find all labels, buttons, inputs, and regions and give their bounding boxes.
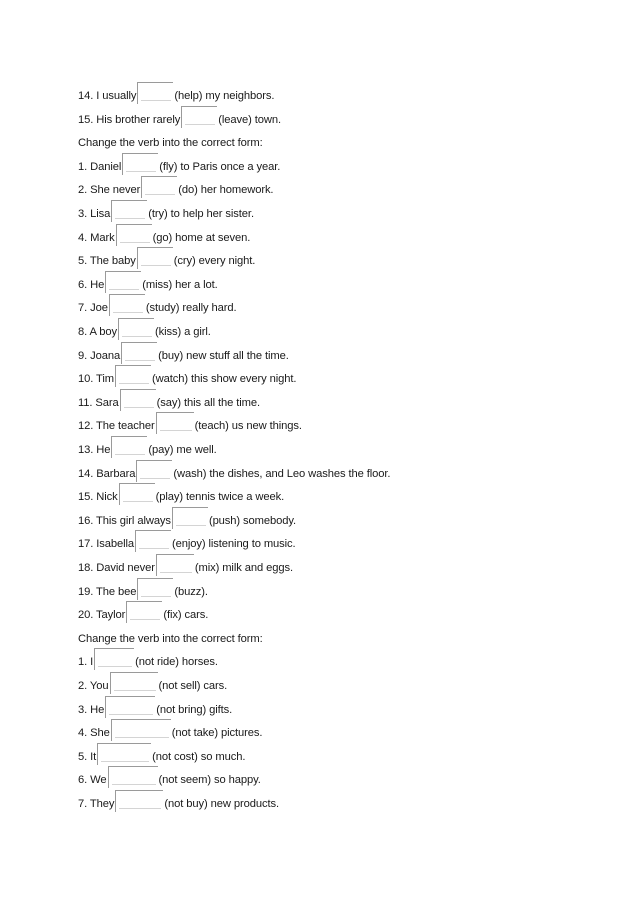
answer-input[interactable]	[115, 365, 151, 387]
item-verb-hint: (cry) every night.	[173, 255, 256, 268]
answer-input[interactable]	[116, 224, 152, 246]
answer-input[interactable]	[97, 743, 151, 765]
item-prompt: 5. It	[78, 750, 97, 763]
answer-input[interactable]	[119, 483, 155, 505]
item-prompt: 14. Barbara	[78, 467, 136, 480]
answer-input[interactable]	[156, 412, 194, 434]
item-verb-hint: (study) really hard.	[145, 302, 237, 315]
item-prompt: 18. David never	[78, 562, 155, 574]
item-verb-hint: (not seem) so happy.	[158, 774, 261, 787]
item-prompt: 14. I usually	[78, 90, 137, 102]
item-prompt: 1. I	[78, 656, 94, 669]
answer-input[interactable]	[120, 389, 156, 411]
item-verb-hint: (miss) her a lot.	[142, 278, 218, 291]
answer-input[interactable]	[108, 766, 158, 788]
answer-input[interactable]	[109, 294, 145, 316]
section-heading	[78, 623, 263, 647]
item-prompt: 4. She	[78, 727, 110, 740]
answer-input[interactable]	[135, 530, 171, 552]
exercise-item	[78, 340, 289, 364]
item-prompt: 7. They	[78, 798, 115, 810]
exercise-item	[78, 458, 390, 482]
item-prompt: 16. This girl always	[78, 514, 171, 527]
answer-input[interactable]	[156, 554, 194, 576]
item-prompt: 15. Nick	[78, 491, 118, 504]
item-verb-hint: (not sell) cars.	[158, 680, 228, 692]
exercise-item	[78, 717, 262, 741]
answer-input[interactable]	[141, 176, 177, 198]
item-prompt: 2. You	[78, 680, 109, 692]
item-verb-hint: (mix) milk and eggs.	[194, 562, 293, 574]
answer-input[interactable]	[105, 271, 141, 293]
answer-input[interactable]	[121, 342, 157, 364]
exercise-item	[78, 694, 232, 718]
exercise-item	[78, 292, 237, 316]
item-verb-hint: (teach) us new things.	[194, 420, 302, 433]
exercise-item	[78, 410, 302, 434]
answer-input[interactable]	[105, 696, 155, 718]
item-prompt: 17. Isabella	[78, 538, 135, 551]
exercise-item	[78, 741, 245, 765]
item-prompt: 10. Tim	[78, 373, 114, 386]
item-prompt: 6. He	[78, 278, 105, 291]
exercise-item	[78, 316, 211, 340]
exercise-item	[78, 764, 261, 788]
answer-input[interactable]	[94, 648, 134, 670]
item-verb-hint: (not cost) so much.	[152, 750, 246, 763]
exercise-item	[78, 599, 208, 623]
item-prompt: 5. The baby	[78, 255, 136, 268]
answer-input[interactable]	[181, 106, 217, 128]
answer-input[interactable]	[111, 436, 147, 458]
exercise-item	[78, 174, 273, 198]
exercise-item	[78, 788, 279, 812]
answer-input[interactable]	[122, 153, 158, 175]
item-verb-hint: (wash) the dishes, and Leo washes the floor.	[173, 467, 391, 480]
exercise-item	[78, 222, 250, 246]
answer-input[interactable]	[111, 719, 171, 741]
item-verb-hint: (enjoy) listening to music.	[172, 538, 296, 551]
item-verb-hint: (push) somebody.	[208, 514, 297, 527]
item-verb-hint: (go) home at seven.	[152, 231, 251, 244]
item-verb-hint: (kiss) a girl.	[155, 326, 211, 338]
item-verb-hint: (play) tennis twice a week.	[155, 491, 285, 504]
item-prompt: 2. She never	[78, 184, 141, 197]
answer-input[interactable]	[111, 200, 147, 222]
item-verb-hint: (not ride) horses.	[135, 656, 218, 669]
item-verb-hint: (fix) cars.	[163, 609, 209, 622]
item-prompt: 8. A boy	[78, 326, 118, 338]
item-prompt: 4. Mark	[78, 231, 115, 244]
exercise-item	[78, 505, 296, 529]
answer-input[interactable]	[172, 507, 208, 529]
item-verb-hint: (buy) new stuff all the time.	[158, 349, 289, 362]
item-verb-hint: (watch) this show every night.	[151, 373, 297, 386]
answer-input[interactable]	[118, 318, 154, 340]
exercise-item	[78, 434, 217, 458]
item-prompt: 7. Joe	[78, 302, 108, 315]
answer-input[interactable]	[115, 790, 163, 812]
exercise-item	[78, 528, 296, 552]
exercise-item	[78, 80, 274, 104]
exercise-item	[78, 646, 218, 670]
item-verb-hint: (pay) me well.	[148, 444, 217, 456]
exercise-item	[78, 670, 227, 694]
answer-input[interactable]	[137, 82, 173, 104]
item-verb-hint: (help) my neighbors.	[174, 90, 275, 102]
exercise-item	[78, 245, 255, 269]
answer-input[interactable]	[126, 601, 162, 623]
item-verb-hint: (leave) town.	[218, 113, 282, 126]
answer-input[interactable]	[137, 578, 173, 600]
item-prompt: 6. We	[78, 774, 107, 787]
item-verb-hint: (fly) to Paris once a year.	[159, 160, 281, 173]
item-prompt: 19. The bee	[78, 585, 137, 598]
item-prompt: 9. Joana	[78, 349, 121, 362]
section-heading	[78, 127, 263, 151]
item-prompt: 11. Sara	[78, 396, 119, 409]
answer-input[interactable]	[136, 460, 172, 482]
item-prompt: 15. His brother rarely	[78, 113, 181, 126]
exercise-item	[78, 269, 218, 293]
item-prompt: 3. He	[78, 703, 105, 716]
heading-text: Change the verb into the correct form:	[78, 137, 263, 150]
answer-input[interactable]	[137, 247, 173, 269]
item-prompt: 3. Lisa	[78, 208, 111, 220]
item-verb-hint: (not bring) gifts.	[156, 703, 233, 716]
exercise-item	[78, 198, 254, 222]
item-verb-hint: (not buy) new products.	[164, 798, 280, 810]
item-prompt: 1. Daniel	[78, 160, 122, 173]
item-verb-hint: (try) to help her sister.	[148, 208, 254, 220]
answer-input[interactable]	[110, 672, 158, 694]
exercise-item	[78, 151, 280, 175]
exercise-item	[78, 363, 296, 387]
item-verb-hint: (do) her homework.	[178, 184, 274, 197]
exercise-item	[78, 104, 281, 128]
heading-text: Change the verb into the correct form:	[78, 632, 263, 645]
exercise-item	[78, 552, 293, 576]
item-verb-hint: (buzz).	[174, 585, 208, 598]
item-verb-hint: (not take) pictures.	[171, 727, 263, 740]
exercise-item	[78, 481, 284, 505]
exercise-item	[78, 576, 208, 600]
item-prompt: 20. Taylor	[78, 609, 126, 622]
exercise-item	[78, 387, 260, 411]
item-verb-hint: (say) this all the time.	[156, 396, 260, 409]
item-prompt: 12. The teacher	[78, 420, 155, 433]
item-prompt: 13. He	[78, 444, 111, 456]
